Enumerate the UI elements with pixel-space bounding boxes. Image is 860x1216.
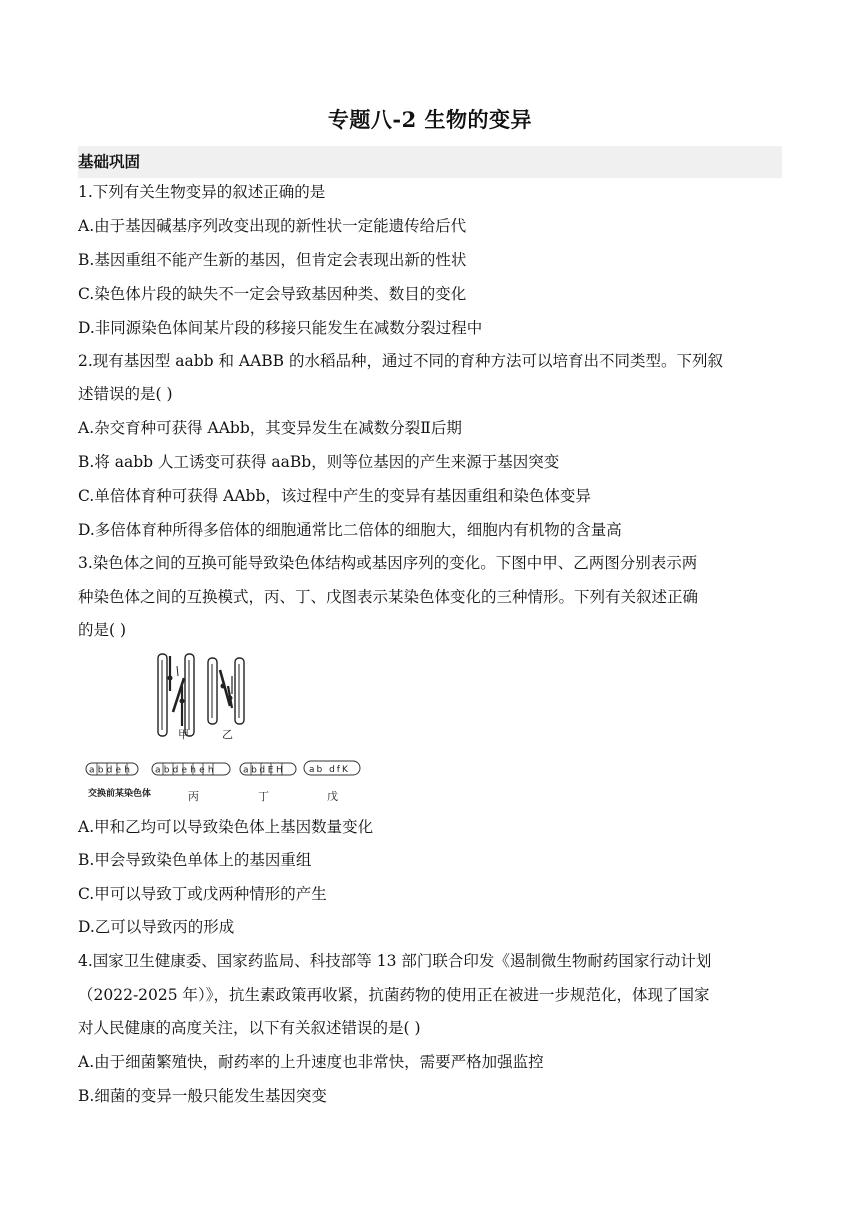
question-1-option-a: A.由于基因碱基序列改变出现的新性状一定能遗传给后代 (78, 217, 467, 235)
figure-label-wu: 戊 (327, 790, 338, 803)
question-4-option-a: A.由于细菌繁殖快，耐药率的上升速度也非常快，需要严格加强监控 (78, 1053, 544, 1071)
figure-label-bing: 丙 (188, 790, 199, 803)
chromosome-wu-genes: ab dfK (309, 765, 350, 775)
chromosome-ding (240, 763, 296, 776)
chromosome-diagram (78, 646, 378, 806)
question-4-option-b: B.细菌的变异一般只能发生基因突变 (78, 1087, 327, 1105)
question-1-option-c: C.染色体片段的缺失不一定会导致基因种类、数目的变化 (78, 285, 467, 303)
chromosome-wu (304, 761, 360, 775)
question-3-option-a: A.甲和乙均可以导致染色体上基因数量变化 (78, 818, 374, 836)
crossover-pattern-yi (208, 658, 244, 724)
question-3-stem-line-2: 种染色体之间的互换模式，丙、丁、戊图表示某染色体变化的三种情形。下列有关叙述正确 (78, 588, 699, 606)
question-2-stem-line-1: 2.现有基因型 aabb 和 AABB 的水稻品种，通过不同的育种方法可以培育出不同类型。下列叙 (78, 352, 723, 370)
chromosome-original (86, 763, 138, 776)
question-2-option-b: B.将 aabb 人工诱变可获得 aaBb，则等位基因的产生来源于基因突变 (78, 453, 560, 471)
question-3-stem-line-3: 的是( ) (78, 621, 127, 639)
question-2-stem-line-2: 述错误的是( ) (78, 385, 173, 403)
question-3-stem-line-1: 3.染色体之间的互换可能导致染色体结构或基因序列的变化。下图中甲、乙两图分别表示两 (78, 554, 698, 572)
figure-label-jia: 甲 (178, 728, 189, 741)
question-4-stem-line-2: （2022-2025 年）》，抗生素政策再收紧，抗菌药物的使用正在被进一步规范化，体现了国家 (78, 986, 710, 1004)
question-3-option-b: B.甲会导致染色单体上的基因重组 (78, 851, 312, 869)
section-header-bar (78, 146, 782, 178)
chromosome-bing (152, 763, 230, 776)
question-1-option-b: B.基因重组不能产生新的基因，但肯定会表现出新的性状 (78, 251, 467, 269)
chromosome-figure (78, 646, 378, 806)
question-3-option-d: D.乙可以导致丙的形成 (78, 918, 235, 936)
question-4-stem-line-3: 对人民健康的高度关注，以下有关叙述错误的是( ) (78, 1019, 421, 1037)
figure-label-original: 交换前某染色体 (88, 789, 152, 799)
question-1-option-d: D.非同源染色体间某片段的移接只能发生在减数分裂过程中 (78, 319, 483, 337)
figure-label-ding: 丁 (258, 790, 269, 803)
question-4-stem-line-1: 4.国家卫生健康委、国家药监局、科技部等 13 部门联合印发《遏制微生物耐药国家行动计划 (78, 952, 712, 970)
chromosome-original-genes: abdeh (89, 765, 134, 776)
question-1-stem: 1.下列有关生物变异的叙述正确的是 (78, 183, 326, 201)
section-label: 基础巩固 (78, 153, 141, 171)
crossover-pattern-jia (158, 654, 194, 736)
page-title: 专题八-2 生物的变异 (327, 107, 533, 132)
figure-label-yi: 乙 (222, 728, 233, 741)
chromosome-ding-genes: abdEH (243, 765, 286, 776)
question-3-option-c: C.甲可以导致丁或戊两种情形的产生 (78, 885, 327, 903)
question-2-option-d: D.多倍体育种所得多倍体的细胞通常比二倍体的细胞大，细胞内有机物的含量高 (78, 521, 622, 539)
question-2-option-c: C.单倍体育种可获得 AAbb，该过程中产生的变异有基因重组和染色体变异 (78, 487, 591, 505)
question-2-option-a: A.杂交育种可获得 AAbb，其变异发生在减数分裂Ⅱ后期 (78, 419, 462, 437)
chromosome-bing-genes: abdeheh (155, 765, 217, 776)
